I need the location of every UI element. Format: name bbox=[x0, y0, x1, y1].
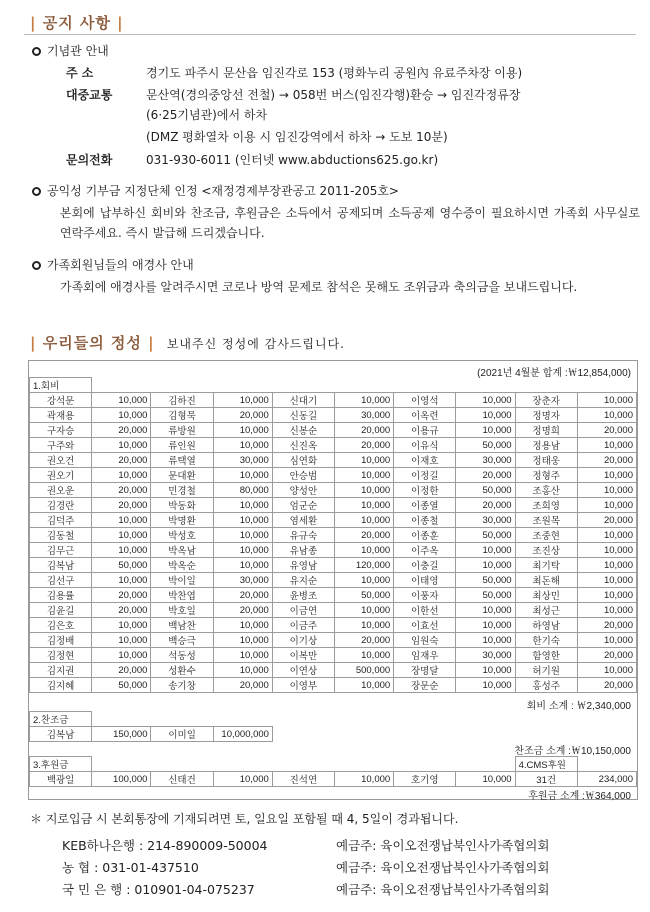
donor-name: 류인원 bbox=[151, 438, 213, 453]
donor-amount: 10,000 bbox=[577, 528, 636, 543]
donor-amount: 10,000 bbox=[577, 468, 636, 483]
donor-name: 이금주 bbox=[272, 618, 334, 633]
donor-name: 박옥순 bbox=[151, 558, 213, 573]
donor-name: 권오운 bbox=[30, 483, 92, 498]
donor-amount: 10,000 bbox=[92, 528, 151, 543]
donor-amount: 10,000 bbox=[334, 618, 393, 633]
donor-name: 이영석 bbox=[394, 393, 456, 408]
table-row bbox=[30, 393, 637, 408]
donor-amount: 50,000 bbox=[456, 483, 515, 498]
donor-name: 민경철 bbox=[151, 483, 213, 498]
donor-name: 백남찬 bbox=[151, 618, 213, 633]
donor-name: 조중현 bbox=[515, 528, 577, 543]
donor-name: 정명희 bbox=[515, 423, 577, 438]
phone-value: 031-930-6011 (인터넷 www.abductions625.go.kr) bbox=[146, 153, 439, 167]
donor-name: 장문순 bbox=[394, 678, 456, 693]
donor-amount: 50,000 bbox=[92, 678, 151, 693]
sponsor-name: 이미일 bbox=[151, 727, 213, 742]
donor-name: 성환수 bbox=[151, 663, 213, 678]
donor-amount: 10,000 bbox=[334, 648, 393, 663]
donor-amount: 10,000 bbox=[577, 558, 636, 573]
donor-amount: 20,000 bbox=[213, 603, 272, 618]
donor-amount: 10,000 bbox=[456, 558, 515, 573]
donor-amount: 30,000 bbox=[456, 453, 515, 468]
donor-amount: 10,000 bbox=[92, 633, 151, 648]
donor-name: 장춘자 bbox=[515, 393, 577, 408]
donor-amount: 20,000 bbox=[456, 498, 515, 513]
bank-holder-hana: 예금주: 육이오전쟁납북인사가족협의회 bbox=[336, 838, 550, 853]
donor-name: 이한선 bbox=[394, 603, 456, 618]
support-name: 신태건 bbox=[151, 772, 213, 787]
support-name: 백광일 bbox=[30, 772, 92, 787]
table-row bbox=[30, 678, 637, 693]
bank-account-kb: 국 민 은 행 : 010901-04-075237 bbox=[62, 882, 255, 897]
donor-name: 강석문 bbox=[30, 393, 92, 408]
donor-name: 장명달 bbox=[394, 663, 456, 678]
donor-name: 이유식 bbox=[394, 438, 456, 453]
donor-amount: 10,000 bbox=[92, 468, 151, 483]
donor-amount: 10,000 bbox=[577, 408, 636, 423]
donor-name: 유영남 bbox=[272, 558, 334, 573]
donor-amount: 10,000 bbox=[334, 393, 393, 408]
donor-amount: 50,000 bbox=[92, 558, 151, 573]
donor-amount: 20,000 bbox=[577, 513, 636, 528]
donor-amount: 10,000 bbox=[213, 543, 272, 558]
donor-amount: 500,000 bbox=[334, 663, 393, 678]
bank-holder-kb: 예금주: 육이오전쟁납북인사가족협의회 bbox=[336, 882, 550, 897]
donor-amount: 10,000 bbox=[577, 633, 636, 648]
donor-amount: 10,000 bbox=[92, 513, 151, 528]
bank-account-hana: KEB하나은행 : 214-890009-50004 bbox=[62, 838, 268, 853]
donor-name: 심연화 bbox=[272, 453, 334, 468]
donor-amount: 50,000 bbox=[456, 588, 515, 603]
phone-label: 문의전화 bbox=[66, 153, 113, 167]
donor-name: 박호일 bbox=[151, 603, 213, 618]
donor-name: 김용률 bbox=[30, 588, 92, 603]
donor-name: 박동화 bbox=[151, 498, 213, 513]
transit-label: 대중교통 bbox=[66, 88, 113, 102]
sponsor-subtotal: 찬조금 소계 :￦10,150,000 bbox=[514, 746, 631, 757]
donor-name: 최성근 bbox=[515, 603, 577, 618]
donor-name: 송기창 bbox=[151, 678, 213, 693]
donor-amount: 10,000 bbox=[92, 408, 151, 423]
donor-name: 신동길 bbox=[272, 408, 334, 423]
donor-name: 김지혜 bbox=[30, 678, 92, 693]
donor-name: 조홍산 bbox=[515, 483, 577, 498]
donor-amount: 10,000 bbox=[213, 468, 272, 483]
donor-name: 이태영 bbox=[394, 573, 456, 588]
donor-name: 유남종 bbox=[272, 543, 334, 558]
donor-amount: 10,000 bbox=[213, 513, 272, 528]
table-row bbox=[30, 498, 637, 513]
donor-amount: 10,000 bbox=[456, 408, 515, 423]
donor-amount: 10,000 bbox=[213, 633, 272, 648]
table-row bbox=[30, 408, 637, 423]
donation-heading: 공익성 기부금 지정단체 인정 <재정경제부장관공고 2011-205호> bbox=[32, 182, 399, 199]
donor-name: 엄군순 bbox=[272, 498, 334, 513]
donor-amount: 20,000 bbox=[334, 423, 393, 438]
donor-amount: 10,000 bbox=[213, 423, 272, 438]
donor-amount: 10,000 bbox=[577, 588, 636, 603]
donor-name: 김복남 bbox=[30, 558, 92, 573]
donor-amount: 10,000 bbox=[577, 438, 636, 453]
donor-name: 이기상 bbox=[272, 633, 334, 648]
donor-name: 신봉순 bbox=[272, 423, 334, 438]
donor-name: 곽재용 bbox=[30, 408, 92, 423]
dues-subtotal: 회비 소계 : ￦2,340,000 bbox=[526, 701, 631, 712]
donor-amount: 50,000 bbox=[456, 573, 515, 588]
table-row bbox=[30, 633, 637, 648]
table-row bbox=[30, 558, 637, 573]
giro-note: ＊ 지로입금 시 본회통장에 기재되려면 토, 일요일 포함될 때 4, 5일이 경과됩니다. bbox=[30, 812, 459, 826]
donor-name: 이금연 bbox=[272, 603, 334, 618]
donor-amount: 10,000 bbox=[334, 513, 393, 528]
donor-amount: 10,000 bbox=[456, 678, 515, 693]
donor-name: 김정배 bbox=[30, 633, 92, 648]
circle-bullet-icon bbox=[32, 187, 41, 196]
donor-amount: 10,000 bbox=[577, 393, 636, 408]
donor-amount: 20,000 bbox=[577, 423, 636, 438]
donor-amount: 10,000 bbox=[456, 393, 515, 408]
table-row bbox=[30, 453, 637, 468]
sponsor-name: 김복남 bbox=[30, 727, 92, 742]
donor-amount: 30,000 bbox=[334, 408, 393, 423]
donor-amount: 50,000 bbox=[456, 528, 515, 543]
donor-name: 이정한 bbox=[394, 483, 456, 498]
donor-name: 허기원 bbox=[515, 663, 577, 678]
donor-amount: 20,000 bbox=[213, 678, 272, 693]
divider bbox=[24, 34, 636, 35]
donor-amount: 10,000 bbox=[334, 543, 393, 558]
donor-amount: 20,000 bbox=[92, 498, 151, 513]
notice-title-text: 공지 사항 bbox=[42, 14, 111, 32]
sponsor-amount: 10,000,000 bbox=[213, 727, 272, 742]
support-amount: 10,000 bbox=[456, 772, 515, 787]
donor-name: 이옥련 bbox=[394, 408, 456, 423]
donor-name: 최상민 bbox=[515, 588, 577, 603]
donor-name: 김윤길 bbox=[30, 603, 92, 618]
donor-name: 권오건 bbox=[30, 453, 92, 468]
donor-amount: 10,000 bbox=[577, 603, 636, 618]
donor-amount: 10,000 bbox=[213, 438, 272, 453]
donor-name: 박명환 bbox=[151, 513, 213, 528]
donor-amount: 20,000 bbox=[334, 528, 393, 543]
donor-amount: 10,000 bbox=[213, 663, 272, 678]
support-label: 3.후원금 bbox=[30, 757, 92, 772]
donor-name: 김덕주 bbox=[30, 513, 92, 528]
donor-amount: 20,000 bbox=[577, 618, 636, 633]
donor-name: 이풍자 bbox=[394, 588, 456, 603]
donor-amount: 10,000 bbox=[334, 678, 393, 693]
donor-name: 조희영 bbox=[515, 498, 577, 513]
donor-amount: 20,000 bbox=[92, 603, 151, 618]
support-amount: 100,000 bbox=[92, 772, 151, 787]
donor-name: 홍성주 bbox=[515, 678, 577, 693]
donor-amount: 20,000 bbox=[92, 483, 151, 498]
support-name: 진석연 bbox=[272, 772, 334, 787]
donor-amount: 20,000 bbox=[577, 678, 636, 693]
title-bar-left: | bbox=[30, 14, 37, 32]
donor-amount: 20,000 bbox=[456, 468, 515, 483]
donor-name: 이종열 bbox=[394, 498, 456, 513]
table-row bbox=[30, 423, 637, 438]
donor-amount: 10,000 bbox=[213, 393, 272, 408]
donor-name: 정명자 bbox=[515, 408, 577, 423]
donor-amount: 50,000 bbox=[456, 438, 515, 453]
donor-name: 윤병조 bbox=[272, 588, 334, 603]
donor-name: 하영남 bbox=[515, 618, 577, 633]
donor-amount: 30,000 bbox=[456, 513, 515, 528]
donor-amount: 10,000 bbox=[334, 573, 393, 588]
table-row bbox=[30, 543, 637, 558]
donor-name: 이재호 bbox=[394, 453, 456, 468]
donor-amount: 10,000 bbox=[92, 438, 151, 453]
donor-name: 양성안 bbox=[272, 483, 334, 498]
donor-name: 박찬엽 bbox=[151, 588, 213, 603]
donor-name: 정용남 bbox=[515, 438, 577, 453]
donor-amount: 20,000 bbox=[213, 588, 272, 603]
donor-amount: 10,000 bbox=[577, 663, 636, 678]
transit-line-2: (6·25기념관)에서 하차 bbox=[146, 108, 268, 122]
donor-amount: 20,000 bbox=[577, 648, 636, 663]
donor-name: 정형주 bbox=[515, 468, 577, 483]
donor-name: 최기탁 bbox=[515, 558, 577, 573]
donor-name: 임원숙 bbox=[394, 633, 456, 648]
condolence-body: 가족회에 애경사를 알려주시면 코로나 방역 문제로 참석은 못해도 조위금과 축의금을 보내드립니다. bbox=[60, 280, 578, 294]
donor-name: 이주옥 bbox=[394, 543, 456, 558]
donor-amount: 10,000 bbox=[92, 618, 151, 633]
donor-name: 조진상 bbox=[515, 543, 577, 558]
contributions-title: | 우리들의 정성 | 보내주신 정성에 감사드립니다. bbox=[30, 334, 345, 352]
donor-amount: 30,000 bbox=[213, 573, 272, 588]
donor-amount: 10,000 bbox=[456, 633, 515, 648]
donor-name: 김동철 bbox=[30, 528, 92, 543]
support-amount: 10,000 bbox=[213, 772, 272, 787]
donor-name: 권오기 bbox=[30, 468, 92, 483]
table-row bbox=[30, 468, 637, 483]
donor-name: 김형묵 bbox=[151, 408, 213, 423]
donor-amount: 80,000 bbox=[213, 483, 272, 498]
donor-amount: 20,000 bbox=[92, 663, 151, 678]
donor-name: 김하진 bbox=[151, 393, 213, 408]
dues-table bbox=[29, 377, 637, 693]
donor-name: 정태웅 bbox=[515, 453, 577, 468]
donor-amount: 10,000 bbox=[577, 483, 636, 498]
sponsor-amount: 150,000 bbox=[92, 727, 151, 742]
donor-amount: 20,000 bbox=[92, 453, 151, 468]
donor-table-box bbox=[28, 360, 638, 800]
table-row bbox=[30, 663, 637, 678]
donor-name: 김경란 bbox=[30, 498, 92, 513]
donor-amount: 10,000 bbox=[456, 603, 515, 618]
donor-amount: 20,000 bbox=[92, 588, 151, 603]
donor-name: 박옥남 bbox=[151, 543, 213, 558]
table-row bbox=[30, 603, 637, 618]
donor-name: 박성호 bbox=[151, 528, 213, 543]
donor-amount: 30,000 bbox=[213, 453, 272, 468]
donor-name: 석동성 bbox=[151, 648, 213, 663]
donor-amount: 10,000 bbox=[213, 498, 272, 513]
donor-name: 이충길 bbox=[394, 558, 456, 573]
donor-name: 신진옥 bbox=[272, 438, 334, 453]
donor-amount: 10,000 bbox=[213, 558, 272, 573]
donor-amount: 20,000 bbox=[334, 633, 393, 648]
donor-amount: 20,000 bbox=[92, 423, 151, 438]
donor-amount: 10,000 bbox=[456, 618, 515, 633]
donor-name: 염세환 bbox=[272, 513, 334, 528]
donor-amount: 10,000 bbox=[334, 453, 393, 468]
donor-amount: 20,000 bbox=[334, 438, 393, 453]
donor-name: 한기숙 bbox=[515, 633, 577, 648]
donor-amount: 10,000 bbox=[213, 648, 272, 663]
donor-name: 김은호 bbox=[30, 618, 92, 633]
donor-amount: 20,000 bbox=[577, 453, 636, 468]
cms-amount: 234,000 bbox=[577, 772, 636, 787]
bank-account-nh: 농 협 : 031-01-437510 bbox=[62, 860, 199, 875]
donor-name: 조원목 bbox=[515, 513, 577, 528]
cms-count: 31건 bbox=[515, 772, 577, 787]
donor-name: 백승극 bbox=[151, 633, 213, 648]
address-value: 경기도 파주시 문산읍 임진각로 153 (평화누리 공원內 유료주차장 이용) bbox=[146, 66, 523, 80]
donor-name: 이종철 bbox=[394, 513, 456, 528]
donor-amount: 10,000 bbox=[334, 603, 393, 618]
condolence-heading: 가족회원님들의 애경사 안내 bbox=[32, 256, 194, 273]
support-table bbox=[29, 756, 637, 787]
donor-name: 유지순 bbox=[272, 573, 334, 588]
contributions-subtitle: 보내주신 정성에 감사드립니다. bbox=[166, 337, 345, 351]
donor-name: 이용규 bbox=[394, 423, 456, 438]
donor-name: 이연상 bbox=[272, 663, 334, 678]
donor-name: 이효선 bbox=[394, 618, 456, 633]
donor-name: 이복만 bbox=[272, 648, 334, 663]
donor-name: 구주와 bbox=[30, 438, 92, 453]
donor-amount: 10,000 bbox=[456, 543, 515, 558]
sponsor-table bbox=[29, 711, 637, 742]
donor-name: 최돈해 bbox=[515, 573, 577, 588]
support-amount: 10,000 bbox=[334, 772, 393, 787]
donor-name: 김무근 bbox=[30, 543, 92, 558]
donor-amount: 10,000 bbox=[92, 543, 151, 558]
donor-amount: 10,000 bbox=[577, 543, 636, 558]
table-row bbox=[30, 438, 637, 453]
table-row bbox=[30, 573, 637, 588]
donor-amount: 10,000 bbox=[92, 393, 151, 408]
circle-bullet-icon bbox=[32, 261, 41, 270]
donation-body: 본회에 납부하신 회비와 찬조금, 후원금은 소득에서 공제되며 소득공제 영수증이 필요하시면 가족회 사무실로 연락주세요. 즉시 발급해 드리겠습니다. bbox=[60, 206, 640, 240]
support-subtotal: 후원금 소계 :￦364,000 bbox=[528, 791, 631, 802]
donor-name: 구자승 bbox=[30, 423, 92, 438]
support-name: 호기영 bbox=[394, 772, 456, 787]
dues-label: 1.회비 bbox=[30, 378, 92, 393]
donor-name: 김선구 bbox=[30, 573, 92, 588]
memorial-heading: 기념관 안내 bbox=[32, 42, 109, 59]
donor-name: 함영한 bbox=[515, 648, 577, 663]
title-bar-right: | bbox=[117, 14, 124, 32]
sponsor-label: 2.찬조금 bbox=[30, 712, 92, 727]
donor-name: 안승범 bbox=[272, 468, 334, 483]
period-total: (2021년 4월분 합계 :￦12,854,000) bbox=[477, 368, 631, 379]
donor-name: 임재우 bbox=[394, 648, 456, 663]
transit-line-1: 문산역(경의중앙선 전철) → 058번 버스(임진각행)환승 → 임진각정류장 bbox=[146, 88, 521, 102]
table-row bbox=[30, 648, 637, 663]
donor-amount: 10,000 bbox=[456, 663, 515, 678]
donor-name: 유규숙 bbox=[272, 528, 334, 543]
donor-amount: 30,000 bbox=[456, 648, 515, 663]
donor-name: 류방원 bbox=[151, 423, 213, 438]
table-row bbox=[30, 513, 637, 528]
table-row bbox=[30, 588, 637, 603]
donor-amount: 10,000 bbox=[334, 483, 393, 498]
cms-label: 4.CMS후원 bbox=[515, 757, 577, 772]
donor-amount: 10,000 bbox=[92, 573, 151, 588]
donor-name: 김지권 bbox=[30, 663, 92, 678]
donor-amount: 10,000 bbox=[334, 498, 393, 513]
table-row bbox=[30, 618, 637, 633]
donor-name: 류택열 bbox=[151, 453, 213, 468]
donor-name: 문대환 bbox=[151, 468, 213, 483]
donor-amount: 10,000 bbox=[577, 573, 636, 588]
transit-line-3: (DMZ 평화열차 이용 시 임진강역에서 하차 → 도보 10분) bbox=[146, 130, 448, 144]
donor-name: 이종훈 bbox=[394, 528, 456, 543]
donor-name: 박이일 bbox=[151, 573, 213, 588]
address-label: 주 소 bbox=[66, 66, 94, 80]
donor-name: 이정길 bbox=[394, 468, 456, 483]
donor-amount: 10,000 bbox=[334, 468, 393, 483]
donor-amount: 10,000 bbox=[456, 423, 515, 438]
donor-amount: 120,000 bbox=[334, 558, 393, 573]
donor-amount: 10,000 bbox=[213, 618, 272, 633]
donor-amount: 50,000 bbox=[334, 588, 393, 603]
donor-name: 신대기 bbox=[272, 393, 334, 408]
circle-bullet-icon bbox=[32, 47, 41, 56]
notice-title bbox=[30, 12, 124, 33]
donor-name: 김정현 bbox=[30, 648, 92, 663]
bank-holder-nh: 예금주: 육이오전쟁납북인사가족협의회 bbox=[336, 860, 550, 875]
donor-amount: 10,000 bbox=[213, 528, 272, 543]
donor-amount: 10,000 bbox=[92, 648, 151, 663]
donor-amount: 10,000 bbox=[577, 498, 636, 513]
table-row bbox=[30, 483, 637, 498]
donor-amount: 20,000 bbox=[213, 408, 272, 423]
table-row bbox=[30, 528, 637, 543]
donor-name: 이영부 bbox=[272, 678, 334, 693]
